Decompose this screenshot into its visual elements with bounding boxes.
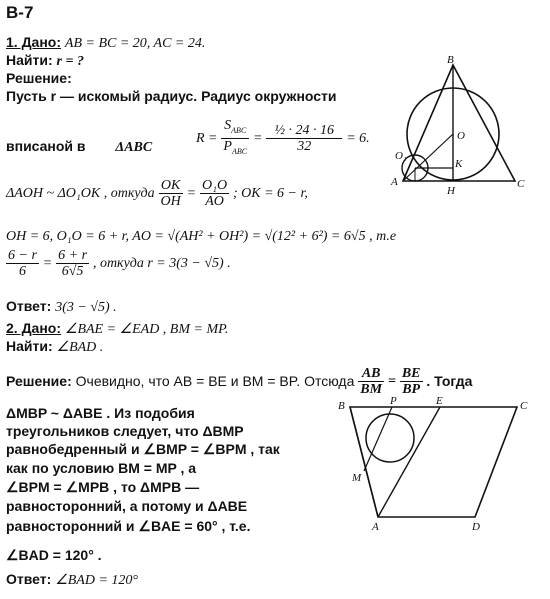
p2-answer: ∠BAD = 120° [55,573,138,588]
p2-frac-ab [358,366,384,397]
label-a2: A [372,521,379,533]
p1-given: AB = BC = 20, AC = 24. [64,36,206,51]
p1-R: R = [196,130,218,146]
ok-num: OK [159,178,183,194]
p2-then: . Тогда [426,373,473,389]
be-num: BE [401,366,421,381]
variant-title: B-7 [6,3,34,22]
label-p: P [390,395,397,407]
p1-find: r = ? [56,54,84,69]
p1-eq2: = [42,256,53,271]
be-den: BP [402,382,421,397]
p1-oh-line: OH = 6, O₁O = 6 + r, AO = √(AH² + OH²) = √(12² + 6²) = 6√5 , т.е [6,229,397,244]
p1-frac-big [266,123,342,154]
p1-frac-r1 [6,248,39,279]
p1-find-row [6,52,84,70]
p2-sol-label: Решение: [6,373,72,389]
p1-frac-sp [221,118,249,159]
r1-den: 6 [18,264,26,279]
label-o1: O₁ [395,150,407,162]
p2-find-label: Найти: [6,338,53,354]
frac-p: P [223,138,232,154]
p1-similarity: ΔAOH ~ ΔO₁OK , откуда $\frac{OK}{OH}$ = $\frac{\text{O₁O}}{AO}$ ; OK = 6 − r, [6,178,308,209]
p1-r-equation [6,248,231,279]
p1-line1: Пусть r — искомый радиус. Радиус окружности [6,88,337,104]
big-num: ½ · 24 · 16 [266,123,342,139]
big-den: 32 [297,138,312,154]
p1-r-result: , откуда r = 3(3 − √5) . [92,256,231,271]
p2-l5: ∠BPM = ∠MPB , то ΔMPB — [6,479,200,495]
p2-answer-label: Ответ: [6,571,52,587]
label-c: C [517,178,525,190]
frac-s: S [224,118,232,133]
p2-l2: треугольников следует, что ΔBMP [6,423,244,439]
p2-find: ∠BAD . [56,340,104,355]
r2-den: 6√5 [61,264,84,279]
p1-answer: 3(3 − √5) . [55,300,117,315]
label-e: E [436,395,443,407]
p1-find-label: Найти: [6,52,53,68]
ok-den: OH [160,194,181,209]
trapezoid-bcda [350,407,517,517]
r1-num: 6 − r [8,248,37,263]
side-ab [350,407,378,517]
p1-answer-row [6,298,117,316]
p1-answer-label: Ответ: [6,298,52,314]
p2-given-label: 2. Дано: [6,320,61,336]
p1-triangle: ΔABC [115,140,153,155]
p1-frac-o1o [200,178,229,209]
p1-sim-text: ΔAOH ~ ΔO₁OK , откуда [6,186,155,201]
p2-l8: ∠BAD = 120° . [6,547,102,563]
label-h: H [447,185,455,195]
ab-num: AB [358,366,384,382]
p1-given-label: 1. Дано: [6,34,61,50]
p1-line2 [6,138,152,156]
p1-given-row [6,34,205,52]
p2-answer-row [6,571,138,589]
figure-parallelogram [332,395,537,535]
label-k: K [455,158,463,170]
p1-formula-R [196,118,370,159]
p2-given-row [6,320,228,338]
label-a: A [391,176,398,188]
o1o-den: AO [205,194,224,209]
p2-find-row [6,338,103,356]
p2-l1: ΔMBP ~ ΔABE . Из подобия [6,405,195,421]
circle-mp [366,414,414,462]
p1-solution-label: Решение: [6,70,72,86]
p2-solution-row: Решение: Очевидно, что AB = BE и BM = BP. Отсюда $\frac{AB}{BM}$ = $\frac{BE}{BP}$ . Тогда [6,366,473,397]
p1-line2-pre: вписаной в [6,138,86,154]
label-m: M [352,472,362,484]
p1-eq: = [252,130,263,146]
p2-l7: равносторонний и ∠BAE = 60° , т.е. [6,518,251,534]
p2-l4: как по условию BM = MP , а [6,460,197,476]
p1-eq6: = 6. [346,130,370,146]
label-o: O [457,130,465,142]
label-d: D [472,521,480,533]
p1-frac-r2 [56,248,89,279]
p2-l6: равносторонний, а потому и ΔABE [6,498,248,514]
frac-p-sub: ABC [231,146,248,156]
p2-frac-be [400,366,423,397]
p2-sol-text: Очевидно, что AB = BE и BM = BP. Отсюда [75,373,355,389]
p2-l3: равнобедренный и ∠BMP = ∠BPM , так [6,441,280,457]
p1-ok-eq: ; OK = 6 − r, [232,186,308,201]
label-b2: B [338,400,345,412]
p1-frac-ok [159,178,183,209]
p2-given: ∠BAE = ∠EAD , BM = MP. [64,322,229,337]
r2-num: 6 + r [58,248,88,263]
o1o-num: O₁O [201,178,228,193]
label-c2: C [520,400,528,412]
segment-ao [403,134,453,181]
frac-s-sub: ABC [231,125,247,135]
figure-triangle [385,55,535,195]
ab-den: BM [360,382,383,397]
label-b: B [447,55,454,66]
